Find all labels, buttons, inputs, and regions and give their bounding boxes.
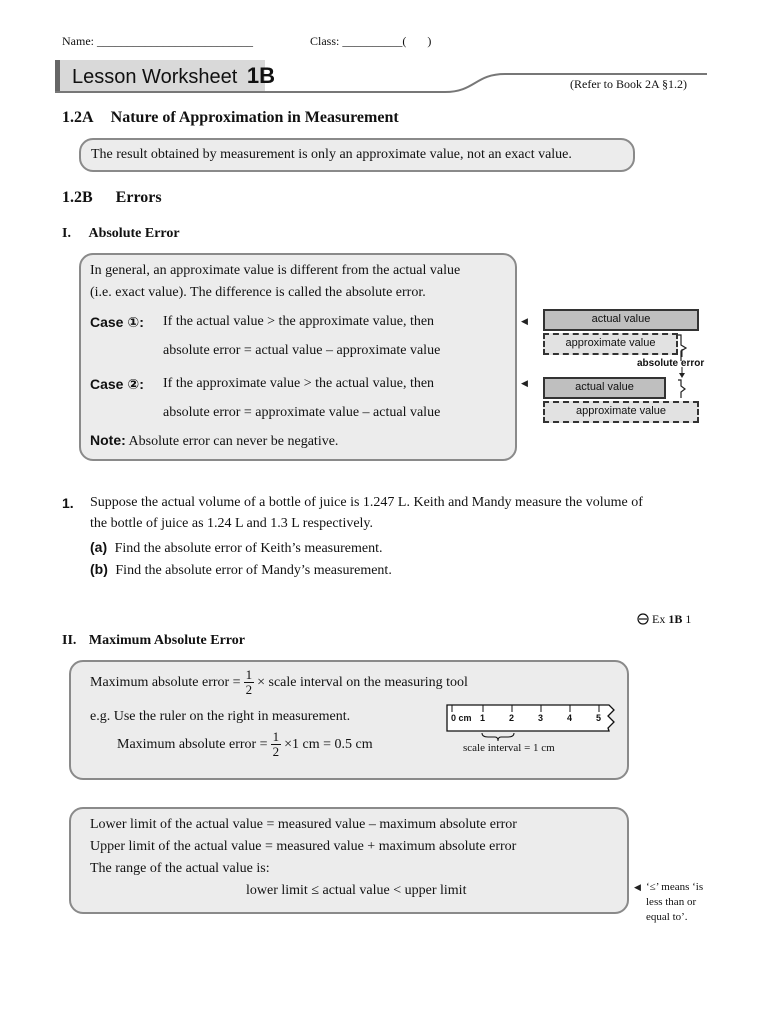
ruler-label-5: 5 bbox=[596, 713, 602, 723]
section-1-2b-heading bbox=[62, 189, 162, 207]
question-1-number: 1. bbox=[62, 495, 74, 511]
absolute-error-box bbox=[79, 253, 517, 461]
exercise-reference[interactable] bbox=[637, 612, 691, 627]
note-label: Note: bbox=[90, 432, 126, 448]
limits-box bbox=[69, 807, 629, 914]
one-half-fraction bbox=[271, 730, 282, 759]
section-number: 1.2A bbox=[62, 109, 93, 126]
range-intro-line: The range of the actual value is: bbox=[90, 861, 270, 876]
definition-box bbox=[79, 138, 635, 172]
lower-limit-line: Lower limit of the actual value = measured value – maximum absolute error bbox=[90, 817, 517, 832]
example-prefix: Maximum absolute error = bbox=[117, 736, 268, 752]
part-2-heading bbox=[62, 633, 245, 649]
title-code: 1B bbox=[246, 63, 275, 88]
exercise-icon bbox=[637, 613, 649, 625]
ruler-label-1: 1 bbox=[480, 713, 486, 723]
book-reference: (Refer to Book 2A §1.2) bbox=[570, 77, 687, 91]
pointer-triangle-icon: ◀ bbox=[634, 882, 641, 892]
pointer-triangle-icon: ◀ bbox=[521, 378, 528, 388]
note-line bbox=[90, 432, 338, 450]
name-field bbox=[62, 34, 253, 49]
case-1-condition: If the actual value > the approximate value, then bbox=[163, 314, 435, 329]
exercise-code: 1B bbox=[668, 612, 683, 626]
absolute-error-brace-icon bbox=[676, 378, 690, 402]
part-1-heading bbox=[62, 226, 180, 242]
scale-interval-label: scale interval = 1 cm bbox=[463, 742, 555, 754]
diagram-actual-value-2: actual value bbox=[543, 377, 666, 399]
ruler-label-2: 2 bbox=[509, 713, 515, 723]
worksheet-title bbox=[72, 63, 275, 89]
ruler-label-4: 4 bbox=[567, 713, 573, 723]
title-text: Lesson Worksheet bbox=[72, 66, 238, 88]
diagram-actual-value-1: actual value bbox=[543, 309, 699, 331]
scale-interval-brace-icon bbox=[480, 732, 516, 742]
example-text: e.g. Use the ruler on the right in measurement. bbox=[90, 709, 351, 724]
section-title: Nature of Approximation in Measurement bbox=[110, 109, 399, 126]
fraction-denominator: 2 bbox=[272, 744, 280, 759]
ruler-label-0: 0 cm bbox=[451, 713, 472, 723]
diagram-approximate-value-1: approximate value bbox=[543, 333, 678, 355]
case-2-label: Case ②: bbox=[90, 376, 144, 392]
side-note bbox=[646, 880, 703, 925]
question-1-line-2: the bottle of juice as 1.24 L and 1.3 L respectively. bbox=[90, 516, 374, 531]
absolute-error-brace-icon bbox=[672, 331, 702, 379]
part-numeral: II. bbox=[62, 633, 77, 648]
side-note-line-2: less than or bbox=[646, 896, 697, 908]
range-inequality: lower limit ≤ actual value < upper limit bbox=[246, 883, 467, 898]
case-2-condition: If the approximate value > the actual value, then bbox=[163, 376, 435, 391]
section-1-2a-heading bbox=[62, 109, 399, 127]
name-blank[interactable]: __________________________ bbox=[97, 34, 253, 48]
section-title: Errors bbox=[115, 189, 162, 206]
part-title: Maximum Absolute Error bbox=[88, 633, 245, 648]
class-paren-close: ) bbox=[427, 34, 432, 48]
example-suffix: ×1 cm = 0.5 cm bbox=[284, 736, 373, 752]
part-b-label: (b) bbox=[90, 561, 108, 577]
class-field bbox=[310, 34, 431, 49]
question-1-line-1: Suppose the actual volume of a bottle of juice is 1.247 L. Keith and Mandy measure the volume of bbox=[90, 495, 643, 510]
class-blank[interactable]: __________( bbox=[342, 34, 407, 48]
section-number: 1.2B bbox=[62, 189, 93, 206]
part-title: Absolute Error bbox=[88, 226, 180, 241]
question-1a bbox=[90, 539, 383, 557]
intro-line-1: In general, an approximate value is different from the actual value bbox=[90, 263, 461, 278]
question-1b bbox=[90, 561, 392, 579]
diagram-approximate-value-2: approximate value bbox=[543, 401, 699, 423]
case-1-label: Case ①: bbox=[90, 314, 144, 330]
side-note-line-3: equal to’. bbox=[646, 911, 688, 923]
formula-prefix: Maximum absolute error = bbox=[90, 674, 241, 690]
fraction-numerator: 1 bbox=[245, 667, 253, 682]
fraction-numerator: 1 bbox=[272, 729, 280, 744]
formula-suffix: × scale interval on the measuring tool bbox=[257, 674, 468, 690]
case-2-formula: absolute error = approximate value – actual value bbox=[163, 405, 441, 420]
upper-limit-line: Upper limit of the actual value = measured value + maximum absolute error bbox=[90, 839, 517, 854]
max-error-formula bbox=[90, 668, 468, 697]
class-label: Class: bbox=[310, 34, 340, 48]
note-text: Absolute error can never be negative. bbox=[128, 434, 339, 449]
fraction-denominator: 2 bbox=[245, 682, 253, 697]
name-label: Name: bbox=[62, 34, 94, 48]
part-numeral: I. bbox=[62, 226, 71, 241]
exercise-num: 1 bbox=[685, 612, 692, 626]
one-half-fraction bbox=[244, 668, 255, 697]
case-1-formula: absolute error = actual value – approximate value bbox=[163, 343, 441, 358]
absolute-error-label: absolute error bbox=[637, 358, 705, 369]
side-note-line-1: ‘≤’ means ‘is bbox=[646, 881, 704, 893]
intro-line-2: (i.e. exact value). The difference is called the absolute error. bbox=[90, 285, 426, 300]
example-formula bbox=[117, 730, 373, 759]
part-a-label: (a) bbox=[90, 539, 108, 555]
exercise-prefix: Ex bbox=[652, 612, 666, 626]
part-b-text: Find the absolute error of Mandy’s measurement. bbox=[115, 563, 392, 578]
ruler-label-3: 3 bbox=[538, 713, 544, 723]
definition-text: The result obtained by measurement is only an approximate value, not an exact value. bbox=[91, 147, 572, 162]
part-a-text: Find the absolute error of Keith’s measurement. bbox=[114, 541, 383, 556]
pointer-triangle-icon: ◀ bbox=[521, 316, 528, 326]
